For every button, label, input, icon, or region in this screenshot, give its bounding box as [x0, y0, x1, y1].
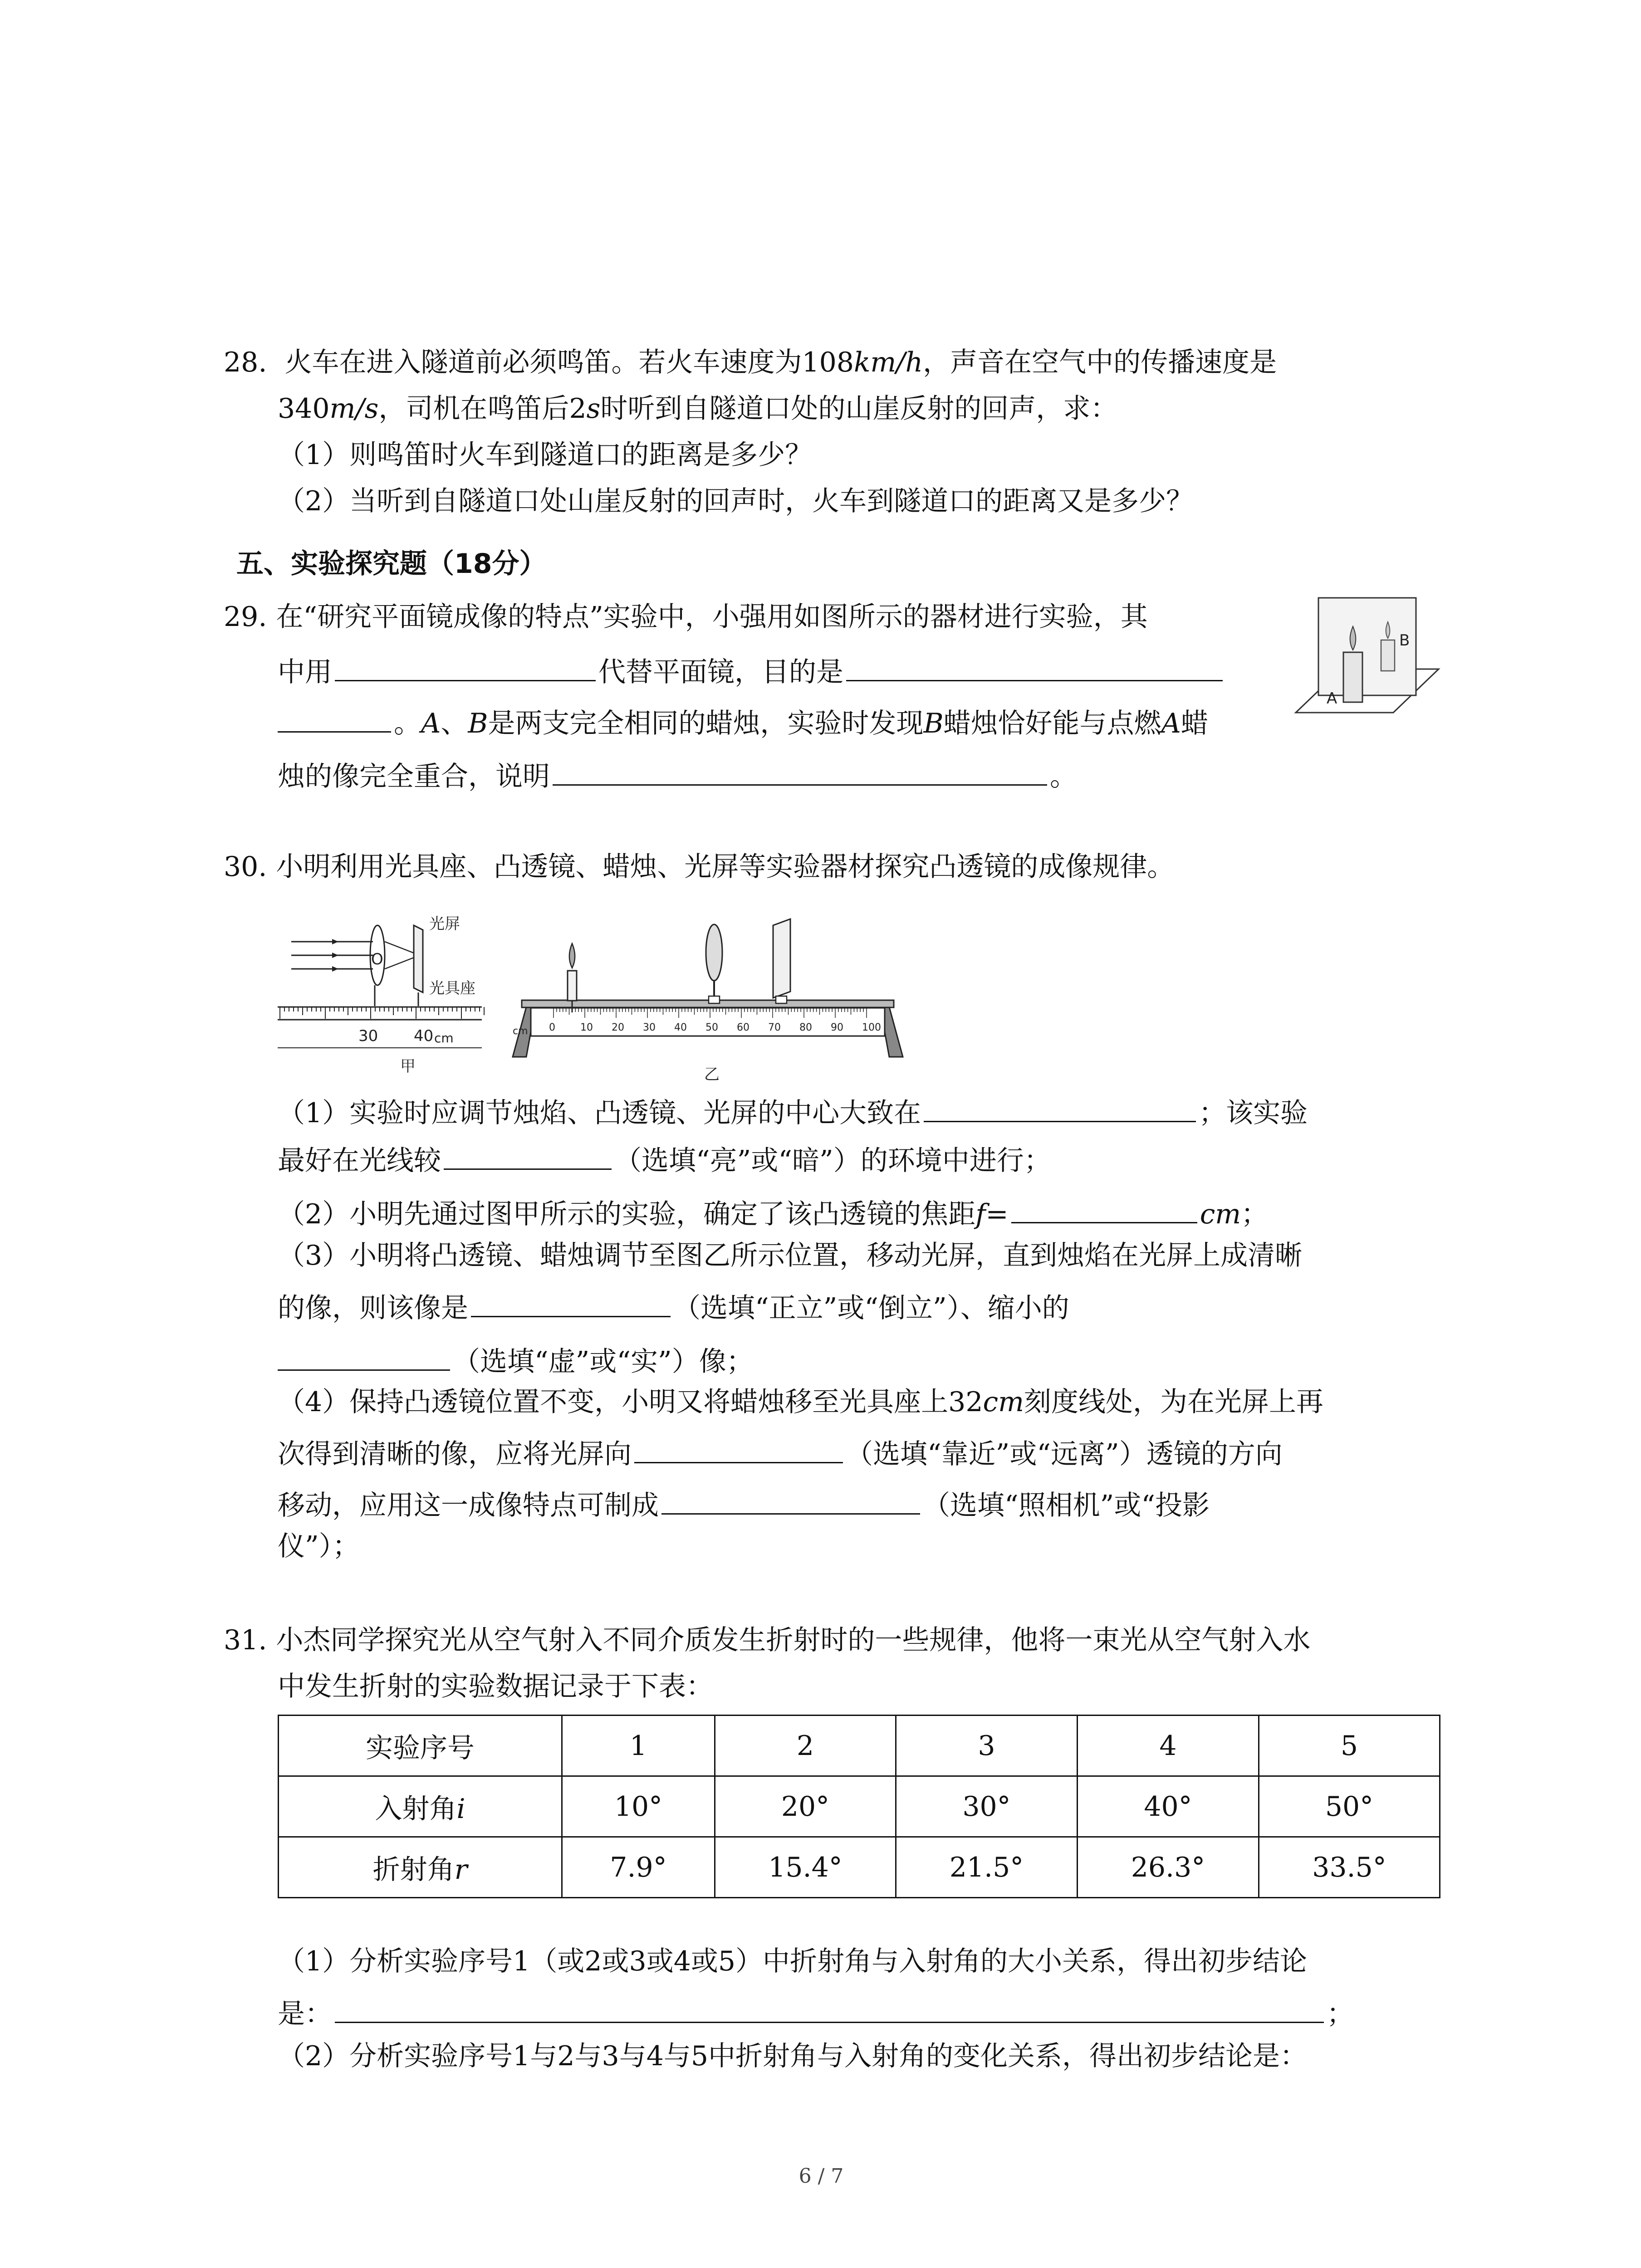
q31-line1-text: 小杰同学探究光从空气射入不同介质发生折射时的一些规律，他将一束光从空气射入水 — [276, 1624, 1311, 1656]
q30-s4-c: 次得到清晰的像，应将光屏向 — [278, 1438, 632, 1470]
q30-s4-b: 刻度线处，为在光屏上再 — [1024, 1386, 1324, 1418]
q30-line1-text: 小明利用光具座、凸透镜、蜡烛、光屏等实验器材探究凸透镜的成像规律。 — [276, 851, 1175, 883]
q30-blank-3[interactable] — [1011, 1188, 1197, 1223]
table-cell: 21.5° — [896, 1837, 1078, 1898]
yi-unit: cm — [513, 1026, 528, 1037]
bench-tick-label: 60 — [737, 1022, 749, 1033]
q28-sub2: （2）当听到自隧道口处山崖反射的回声时，火车到隧道口的距离又是多少？ — [278, 485, 1194, 517]
screen-jia — [414, 925, 423, 992]
q29-blank-1[interactable] — [335, 646, 596, 681]
table-header-cell: 2 — [715, 1716, 896, 1776]
q30-s4-line3 — [278, 1480, 1210, 1526]
screen-label: 光屏 — [429, 915, 460, 933]
q29-line1-text: 在“研究平面镜成像的特点”实验中，小强用如图所示的器材进行实验，其 — [276, 601, 1148, 633]
q30-figure-yi — [504, 907, 912, 1098]
q28-line1 — [224, 342, 1277, 383]
q30-s4-d: （选填“靠近”或“远离”）透镜的方向 — [846, 1438, 1283, 1470]
bench-tick-label: 40 — [674, 1022, 687, 1033]
row-label-incident — [279, 1776, 562, 1837]
q30-blank-1[interactable] — [924, 1087, 1196, 1122]
candle-a-label: A — [1327, 689, 1337, 708]
q31-number: 31. — [224, 1624, 267, 1656]
q29-sym-a2: A — [1161, 708, 1181, 739]
yi-lens — [706, 924, 722, 981]
row-label-refract — [279, 1837, 562, 1898]
bench-tick-label: 0 — [549, 1022, 555, 1033]
q29-line1 — [224, 596, 1148, 638]
candle-b — [1381, 640, 1395, 671]
q29-line4-b: 。 — [1050, 761, 1077, 792]
q30-s1-line2 — [278, 1135, 1051, 1182]
section5-heading: 五、实验探究题（18分） — [236, 548, 547, 580]
unit-cm: cm — [434, 1031, 454, 1046]
q29-line3-e: 蜡 — [1181, 708, 1208, 739]
q30-s2-eq: = — [985, 1198, 1009, 1230]
incident-symbol: i — [456, 1793, 465, 1825]
q30-s2-unit: cm — [1200, 1198, 1241, 1230]
bench-tick-label: 50 — [705, 1022, 718, 1033]
q29-line4 — [278, 751, 1077, 797]
bench-tick-label: 30 — [643, 1022, 656, 1033]
q30-s1-a: （1）实验时应调节烛焰、凸透镜、光屏的中心大致在 — [278, 1097, 921, 1129]
q30-s2-a: （2）小明先通过图甲所示的实验，确定了该凸透镜的焦距 — [278, 1198, 976, 1230]
q30-s4-f: （选填“照相机”或“投影 — [923, 1490, 1210, 1521]
q29-line2-b: 代替平面镜，目的是 — [598, 656, 843, 688]
q29-line3-b: 、 — [441, 708, 468, 739]
q30-s4-e: 移动，应用这一成像特点可制成 — [278, 1490, 659, 1521]
q30-blank-2[interactable] — [444, 1135, 612, 1170]
bench-label: 光具座 — [429, 979, 475, 997]
q31-line1 — [224, 1619, 1310, 1661]
table-cell: 30° — [896, 1776, 1078, 1837]
q30-s3-d: （选填“虚”或“实”）像； — [453, 1346, 754, 1378]
q29-sym-b2: B — [923, 708, 944, 739]
q31-blank-1[interactable] — [335, 1988, 1324, 2023]
refract-label-text: 折射角 — [372, 1853, 455, 1886]
incident-label-text: 入射角 — [375, 1793, 457, 1825]
table-header-label: 实验序号 — [279, 1716, 562, 1776]
q31-line2: 中发生折射的实验数据记录于下表： — [278, 1671, 713, 1702]
q30-s1-c: 最好在光线较 — [278, 1145, 441, 1177]
q30-s3-line2 — [278, 1282, 1069, 1329]
q29-line3 — [278, 698, 1208, 744]
q30-blank-4[interactable] — [471, 1282, 671, 1317]
table-cell: 33.5° — [1259, 1837, 1440, 1898]
caption-jia: 甲 — [400, 1057, 416, 1075]
table-cell: 20° — [715, 1776, 896, 1837]
tick-30: 30 — [358, 1027, 378, 1045]
candle-a — [1343, 652, 1362, 702]
q30-s4-line2 — [278, 1428, 1283, 1475]
q30-blank-5[interactable] — [278, 1336, 450, 1371]
q30-s2-end: ； — [1241, 1198, 1269, 1230]
q30-line1 — [224, 846, 1174, 888]
bench-tick-label: 100 — [862, 1022, 881, 1033]
table-row-refract — [279, 1837, 1440, 1898]
q30-s2-f: f — [975, 1198, 986, 1230]
q30-s1-b: ；该实验 — [1199, 1097, 1308, 1129]
q28-unit-ms: m/s — [329, 393, 379, 425]
refraction-table — [278, 1715, 1440, 1898]
q28-sub1: （1）则鸣笛时火车到隧道口的距离是多少？ — [278, 439, 813, 471]
table-cell: 26.3° — [1078, 1837, 1259, 1898]
yi-screen — [773, 919, 790, 998]
bench-tick-label: 10 — [580, 1022, 593, 1033]
q30-s4-line1 — [278, 1381, 1323, 1423]
tick-40: 40 — [414, 1027, 434, 1045]
q28-line2-a: 340 — [278, 393, 330, 425]
q29-line3-c: 是两支完全相同的蜡烛，实验时发现 — [488, 708, 924, 739]
caption-yi: 乙 — [704, 1066, 720, 1084]
q29-line3-d: 蜡烛恰好能与点燃 — [943, 708, 1161, 739]
yi-candle — [568, 971, 577, 1001]
table-cell: 50° — [1259, 1776, 1440, 1837]
bench-tick-label: 90 — [831, 1022, 843, 1033]
table-cell: 7.9° — [562, 1837, 715, 1898]
q29-line2-a: 中用 — [278, 656, 332, 688]
q29-number: 29. — [224, 601, 267, 633]
q28-text-b: ，声音在空气中的传播速度是 — [923, 347, 1277, 378]
q31-s1-c: ； — [1327, 1998, 1354, 2030]
q28-unit-kmh: km/h — [854, 347, 923, 378]
q30-s2-line — [278, 1188, 1268, 1235]
q30-blank-7[interactable] — [661, 1480, 920, 1515]
candle-b-label: B — [1399, 631, 1410, 650]
q30-s3-line3 — [278, 1336, 754, 1383]
table-header-cell: 5 — [1259, 1716, 1440, 1776]
q29-sym-a: A — [421, 708, 441, 739]
q29-blank-3[interactable] — [553, 751, 1047, 786]
q30-s3-b: 的像，则该像是 — [278, 1292, 468, 1324]
refract-symbol: r — [454, 1853, 468, 1886]
table-cell: 15.4° — [715, 1837, 896, 1898]
q30-s4-line4: 仪”）； — [278, 1530, 360, 1562]
q28-line2-c: 时听到自隧道口处的山崖反射的回声，求： — [600, 393, 1118, 425]
q30-s1-d: （选填“亮”或“暗”）的环境中进行； — [614, 1145, 1051, 1177]
q28-text-a: 火车在进入隧道前必须鸣笛。若火车速度为108 — [284, 347, 854, 378]
q31-s1-line2 — [278, 1988, 1354, 2035]
table-row-incident — [279, 1776, 1440, 1837]
lens-o-label: O — [371, 950, 383, 968]
bench-rail — [522, 1000, 894, 1007]
q30-s3-line1: （3）小明将凸透镜、蜡烛调节至图乙所示位置，移动光屏，直到烛焰在光屏上成清晰 — [278, 1240, 1303, 1271]
q30-blank-6[interactable] — [634, 1428, 843, 1463]
q30-figure-jia — [278, 907, 505, 1089]
table-header-cell: 3 — [896, 1716, 1078, 1776]
q30-number: 30. — [224, 851, 267, 883]
q29-blank-2-cont[interactable] — [278, 698, 391, 733]
table-cell: 40° — [1078, 1776, 1259, 1837]
bench-tick-label: 70 — [768, 1022, 781, 1033]
q29-line2 — [278, 646, 1225, 693]
bench-tick-label: 80 — [799, 1022, 812, 1033]
q28-number: 28. — [224, 347, 267, 378]
ruler-jia-ticks — [280, 1007, 484, 1019]
q30-s1-line1 — [278, 1087, 1308, 1134]
bench-tick-label: 20 — [612, 1022, 624, 1033]
q30-s4-a: （4）保持凸透镜位置不变，小明又将蜡烛移至光具座上32 — [278, 1386, 983, 1418]
q29-sym-b: B — [468, 708, 488, 739]
q28-line2-b: ，司机在鸣笛后2 — [378, 393, 587, 425]
yi-candle-flame — [569, 943, 575, 968]
q31-s2-line: （2）分析实验序号1与2与3与4与5中折射角与入射角的变化关系，得出初步结论是： — [278, 2040, 1308, 2072]
q29-line3-a: 。 — [394, 708, 421, 739]
q30-s3-c: （选填“正立”或“倒立”）、缩小的 — [673, 1292, 1069, 1324]
q29-figure — [1291, 596, 1441, 718]
q29-line4-a: 烛的像完全重合，说明 — [278, 761, 550, 792]
table-header-cell: 4 — [1078, 1716, 1259, 1776]
q30-s4-unit: cm — [983, 1386, 1024, 1418]
table-header-cell: 1 — [562, 1716, 715, 1776]
page-number: 6 / 7 — [798, 2165, 844, 2188]
q28-line2 — [278, 388, 1117, 430]
q31-s1-line1: （1）分析实验序号1（或2或3或4或5）中折射角与入射角的大小关系，得出初步结论 — [278, 1945, 1308, 1977]
q28-unit-s: s — [586, 393, 601, 425]
table-cell: 10° — [562, 1776, 715, 1837]
table-row-header — [279, 1716, 1440, 1776]
q29-blank-2[interactable] — [846, 646, 1223, 681]
q31-s1-b: 是： — [278, 1998, 332, 2030]
